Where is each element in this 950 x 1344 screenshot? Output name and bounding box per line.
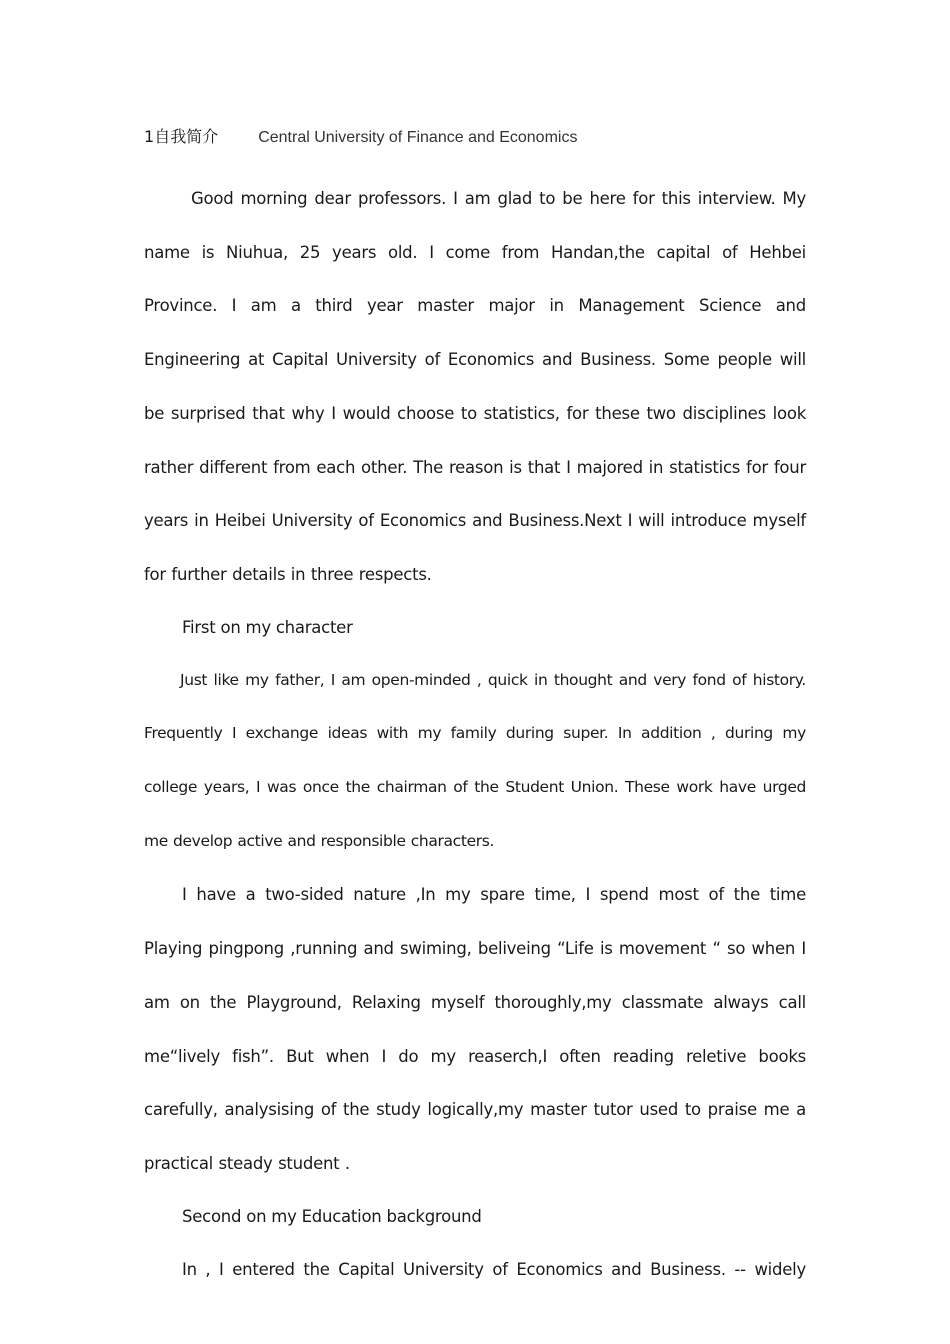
heading-chinese-title: 自我简介 (154, 127, 219, 146)
education-heading: Second on my Education background (182, 1206, 482, 1226)
document-heading (144, 124, 806, 150)
intro-paragraph: Good morning dear professors. I am glad to be here for this interview. My name is Niuhua, 25 years old. I come from Handan,the capital of Hehbei Province. I am a third year master major in Management Science and Engineering at Capital University of Economics and Business. Some people will be surprised that why I would choose to statistics, for these two disciplines look rather different from each other. The reason is that I majored in statistics for four years in Heibei University of Economics and Business.Next I will introduce myself for further details in three respects. (144, 189, 806, 584)
character-heading: First on my character (182, 617, 353, 637)
heading-english-title: Central University of Finance and Economics (258, 129, 578, 146)
character-paragraph-2: I have a two-sided nature ,In my spare time, I spend most of the time Playing pingpong ,running and swiming, beliveing “Life is movement “ so when I am on the Playground, Relaxing myself thoroughly,my classmate always call me“lively fish”. But when I do my reaserch,I often reading reletive books carefully, analysising of the study logically,my master tutor used to praise me a practical steady student . (144, 885, 806, 1173)
education-paragraph-1: In , I entered the Capital University of Economics and Business. -- widely (182, 1259, 806, 1279)
character-paragraph-1: Just like my father, I am open-minded , quick in thought and very fond of history. Frequently I exchange ideas with my family during super. In addition , during my college years, I was once the chairman of the Student Union. These work have urged me develop active and responsible characters. (144, 670, 806, 850)
heading-number: 1 (144, 127, 155, 146)
document-body (144, 124, 806, 1296)
